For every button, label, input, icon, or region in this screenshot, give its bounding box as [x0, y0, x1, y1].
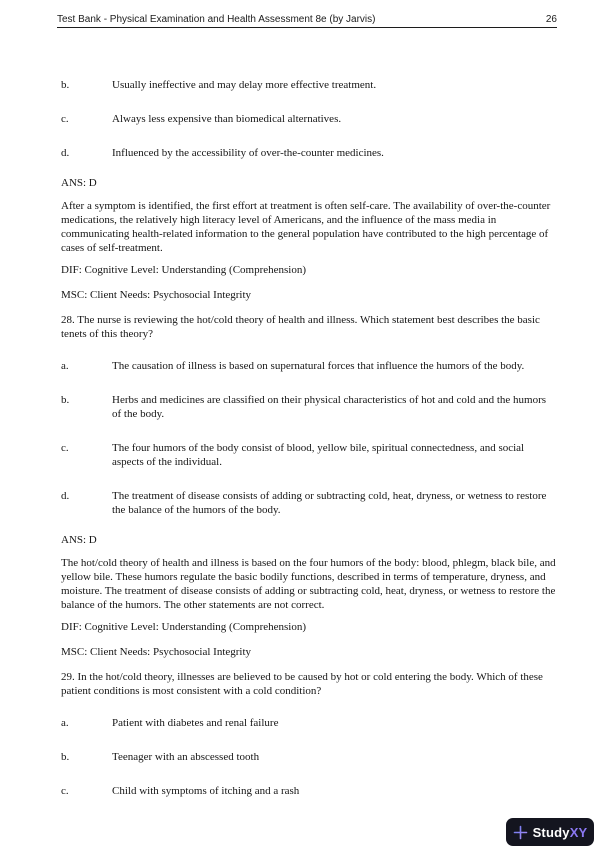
- option-text: Teenager with an abscessed tooth: [112, 751, 260, 763]
- option-letter: d.: [61, 147, 70, 159]
- option-text: Influenced by the accessibility of over-the-counter medicines.: [112, 147, 384, 159]
- q27-msc: MSC: Client Needs: Psychosocial Integrity: [61, 289, 252, 301]
- q29-stem: 29. In the hot/cold theory, illnesses are believed to be caused by hot or cold entering the body. Which of these patient conditions is most consistent with a cold condition?: [61, 671, 543, 697]
- brand-name-accent: XY: [569, 824, 588, 840]
- q29-option-b: [61, 750, 557, 764]
- option-letter: d.: [61, 490, 70, 502]
- brand-name-primary: Study: [532, 824, 570, 840]
- q28-option-c: [61, 441, 557, 469]
- option-letter: c.: [61, 113, 69, 125]
- page-content: [61, 78, 557, 798]
- page-header: [57, 14, 557, 28]
- option-text: Always less expensive than biomedical alternatives.: [112, 113, 342, 125]
- q27-rationale: After a symptom is identified, the first effort at treatment is often self-care. The availability of over-the-counter medications, the relatively high literacy level of Americans, and the influence of the mass media in communicating health-related information to the general population have contributed to the high percentage of cases of self-treatment.: [61, 200, 551, 254]
- header-title: Test Bank - Physical Examination and Health Assessment 8e (by Jarvis): [57, 14, 376, 25]
- option-text: The causation of illness is based on supernatural forces that influence the humors of the body.: [112, 360, 525, 372]
- plus-icon: [513, 825, 528, 840]
- option-letter: b.: [61, 394, 70, 406]
- q28-dif: DIF: Cognitive Level: Understanding (Comprehension): [61, 621, 307, 633]
- q27-option-b: [61, 78, 557, 92]
- q28-rationale: The hot/cold theory of health and illness is based on the four humors of the body: blood, phlegm, black bile, and yellow bile. These humors regulate the basic bodily functions, described in terms of temperature, dryness, and moisture. The treatment of disease consists of adding or subtracting cold, heat, dryness, or wetness to restore the balance of the humors. The other statements are not correct.: [61, 557, 556, 611]
- q28-option-d: [61, 489, 557, 517]
- page-number: 26: [545, 14, 557, 25]
- option-letter: b.: [61, 751, 70, 763]
- q28-answer: ANS: D: [61, 534, 97, 546]
- q28-stem: 28. The nurse is reviewing the hot/cold theory of health and illness. Which statement best describes the basic tenets of this theory?: [61, 314, 540, 340]
- q28-option-b: [61, 393, 557, 421]
- q28-msc: MSC: Client Needs: Psychosocial Integrity: [61, 646, 252, 658]
- q27-option-c: [61, 112, 557, 126]
- option-text: The treatment of disease consists of adding or subtracting cold, heat, dryness, or wetness to restore the balance of the humors of the body.: [112, 490, 547, 516]
- option-letter: a.: [61, 360, 69, 372]
- option-text: Usually ineffective and may delay more effective treatment.: [112, 79, 377, 91]
- option-letter: c.: [61, 785, 69, 797]
- option-text: Child with symptoms of itching and a rash: [112, 785, 300, 797]
- q28-option-a: [61, 359, 557, 373]
- q27-option-d: [61, 146, 557, 160]
- option-letter: b.: [61, 79, 70, 91]
- q29-option-a: [61, 716, 557, 730]
- studyxy-logo-badge: [506, 818, 594, 846]
- option-text: The four humors of the body consist of blood, yellow bile, spiritual connectedness, and social aspects of the individual.: [112, 442, 525, 468]
- option-letter: c.: [61, 442, 69, 454]
- q27-dif: DIF: Cognitive Level: Understanding (Comprehension): [61, 264, 307, 276]
- option-text: Herbs and medicines are classified on their physical characteristics of hot and cold and the humors of the body.: [112, 394, 547, 420]
- q27-answer: ANS: D: [61, 177, 97, 189]
- option-letter: a.: [61, 717, 69, 729]
- option-text: Patient with diabetes and renal failure: [112, 717, 279, 729]
- brand-name: [533, 825, 588, 840]
- q29-option-c: [61, 784, 557, 798]
